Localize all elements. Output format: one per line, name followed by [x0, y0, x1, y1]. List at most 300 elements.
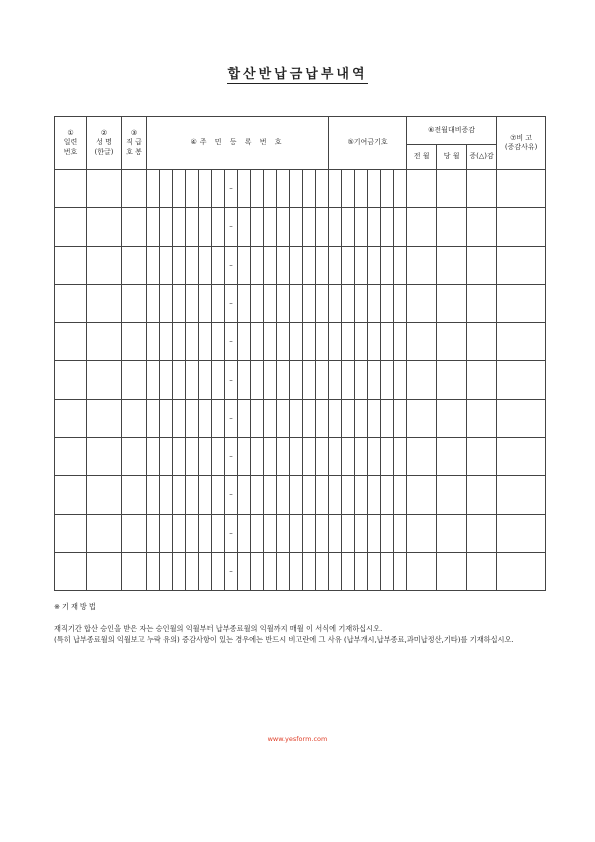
- table-cell[interactable]: [497, 170, 546, 208]
- table-cell[interactable]: [407, 323, 437, 361]
- table-cell[interactable]: [87, 323, 122, 361]
- table-cell[interactable]: [497, 552, 546, 590]
- table-cell[interactable]: [467, 476, 497, 514]
- table-cell[interactable]: [381, 399, 394, 437]
- table-cell[interactable]: [407, 170, 437, 208]
- table-cell[interactable]: [199, 514, 212, 552]
- table-cell[interactable]: [467, 170, 497, 208]
- table-cell[interactable]: [407, 399, 437, 437]
- table-cell[interactable]: [342, 361, 355, 399]
- table-cell[interactable]: [355, 284, 368, 322]
- table-cell[interactable]: [381, 476, 394, 514]
- resident-number-hyphen: –: [225, 361, 238, 399]
- table-cell[interactable]: [186, 438, 199, 476]
- table-cell[interactable]: [316, 514, 329, 552]
- table-cell[interactable]: [437, 284, 467, 322]
- table-cell[interactable]: [147, 284, 160, 322]
- table-cell[interactable]: [368, 170, 381, 208]
- table-cell[interactable]: [303, 208, 316, 246]
- table-cell[interactable]: [251, 284, 264, 322]
- table-cell[interactable]: [173, 246, 186, 284]
- table-cell[interactable]: [437, 208, 467, 246]
- table-cell[interactable]: [55, 514, 87, 552]
- table-cell[interactable]: [342, 284, 355, 322]
- table-cell[interactable]: [87, 399, 122, 437]
- table-cell[interactable]: [467, 399, 497, 437]
- table-cell[interactable]: [342, 323, 355, 361]
- table-cell[interactable]: [368, 476, 381, 514]
- table-cell[interactable]: [264, 476, 277, 514]
- table-cell[interactable]: [212, 361, 225, 399]
- table-cell[interactable]: [316, 361, 329, 399]
- table-cell[interactable]: [303, 284, 316, 322]
- table-cell[interactable]: [55, 323, 87, 361]
- table-cell[interactable]: [407, 476, 437, 514]
- table-row: [55, 323, 546, 361]
- table-cell[interactable]: [467, 552, 497, 590]
- table-cell[interactable]: [122, 438, 147, 476]
- table-cell[interactable]: [316, 438, 329, 476]
- table-cell[interactable]: [437, 323, 467, 361]
- table-cell[interactable]: [394, 361, 407, 399]
- table-cell[interactable]: [55, 208, 87, 246]
- table-cell[interactable]: [264, 246, 277, 284]
- table-cell[interactable]: [251, 361, 264, 399]
- table-cell[interactable]: [147, 552, 160, 590]
- table-cell[interactable]: [368, 284, 381, 322]
- table-cell[interactable]: [368, 246, 381, 284]
- table-cell[interactable]: [238, 170, 251, 208]
- table-cell[interactable]: [277, 399, 290, 437]
- table-cell[interactable]: [368, 323, 381, 361]
- table-cell[interactable]: [186, 246, 199, 284]
- table-cell[interactable]: [55, 399, 87, 437]
- table-cell[interactable]: [55, 361, 87, 399]
- table-cell[interactable]: [173, 361, 186, 399]
- col-grade-header: ③ 직 급 호 봉: [122, 117, 147, 170]
- table-cell[interactable]: [251, 514, 264, 552]
- table-cell[interactable]: [407, 361, 437, 399]
- table-cell[interactable]: [329, 399, 342, 437]
- table-cell[interactable]: [251, 246, 264, 284]
- table-cell[interactable]: [381, 552, 394, 590]
- table-cell[interactable]: [186, 170, 199, 208]
- table-cell[interactable]: [407, 208, 437, 246]
- table-cell[interactable]: [329, 170, 342, 208]
- table-cell[interactable]: [160, 246, 173, 284]
- table-cell[interactable]: [122, 552, 147, 590]
- table-cell[interactable]: [303, 323, 316, 361]
- table-cell[interactable]: [303, 399, 316, 437]
- table-cell[interactable]: [251, 208, 264, 246]
- table-cell[interactable]: [316, 246, 329, 284]
- table-cell[interactable]: [238, 246, 251, 284]
- table-cell[interactable]: [342, 170, 355, 208]
- table-cell[interactable]: [381, 284, 394, 322]
- table-cell[interactable]: [290, 284, 303, 322]
- table-cell[interactable]: [238, 476, 251, 514]
- table-cell[interactable]: [87, 361, 122, 399]
- table-cell[interactable]: [437, 399, 467, 437]
- table-cell[interactable]: [186, 399, 199, 437]
- table-cell[interactable]: [407, 246, 437, 284]
- table-cell[interactable]: [290, 514, 303, 552]
- table-cell[interactable]: [212, 208, 225, 246]
- table-cell[interactable]: [238, 361, 251, 399]
- table-cell[interactable]: [329, 438, 342, 476]
- table-cell[interactable]: [147, 208, 160, 246]
- table-cell[interactable]: [329, 514, 342, 552]
- table-cell[interactable]: [497, 438, 546, 476]
- table-cell[interactable]: [355, 399, 368, 437]
- table-cell[interactable]: [437, 246, 467, 284]
- table-cell[interactable]: [497, 246, 546, 284]
- table-cell[interactable]: [381, 170, 394, 208]
- table-cell[interactable]: [355, 208, 368, 246]
- table-cell[interactable]: [277, 438, 290, 476]
- table-cell[interactable]: [147, 514, 160, 552]
- table-cell[interactable]: [160, 399, 173, 437]
- table-cell[interactable]: [342, 438, 355, 476]
- table-cell[interactable]: [212, 323, 225, 361]
- table-cell[interactable]: [342, 552, 355, 590]
- table-cell[interactable]: [212, 284, 225, 322]
- table-cell[interactable]: [87, 208, 122, 246]
- table-cell[interactable]: [251, 438, 264, 476]
- table-cell[interactable]: [251, 552, 264, 590]
- table-cell[interactable]: [290, 208, 303, 246]
- table-cell[interactable]: [290, 438, 303, 476]
- table-cell[interactable]: [407, 284, 437, 322]
- table-cell[interactable]: [437, 476, 467, 514]
- table-cell[interactable]: [368, 514, 381, 552]
- table-cell[interactable]: [303, 246, 316, 284]
- table-cell[interactable]: [264, 208, 277, 246]
- table-cell[interactable]: [173, 170, 186, 208]
- table-cell[interactable]: [277, 246, 290, 284]
- table-cell[interactable]: [467, 514, 497, 552]
- table-cell[interactable]: [316, 476, 329, 514]
- table-cell[interactable]: [212, 170, 225, 208]
- table-cell[interactable]: [342, 476, 355, 514]
- table-cell[interactable]: [186, 323, 199, 361]
- table-cell[interactable]: [381, 323, 394, 361]
- table-cell[interactable]: [277, 361, 290, 399]
- document-title: 합산반납금납부내역: [227, 67, 368, 82]
- table-cell[interactable]: [160, 170, 173, 208]
- table-cell[interactable]: [264, 438, 277, 476]
- table-cell[interactable]: [122, 284, 147, 322]
- table-cell[interactable]: [199, 476, 212, 514]
- table-cell[interactable]: [467, 438, 497, 476]
- table-cell[interactable]: [316, 399, 329, 437]
- table-cell[interactable]: [497, 476, 546, 514]
- table-cell[interactable]: [122, 208, 147, 246]
- table-cell[interactable]: [394, 438, 407, 476]
- table-cell[interactable]: [122, 399, 147, 437]
- table-cell[interactable]: [329, 284, 342, 322]
- table-cell[interactable]: [329, 552, 342, 590]
- table-cell[interactable]: [368, 399, 381, 437]
- table-cell[interactable]: [186, 514, 199, 552]
- table-cell[interactable]: [368, 361, 381, 399]
- table-cell[interactable]: [342, 208, 355, 246]
- table-cell[interactable]: [147, 399, 160, 437]
- table-cell[interactable]: [212, 399, 225, 437]
- table-cell[interactable]: [329, 208, 342, 246]
- table-cell[interactable]: [394, 323, 407, 361]
- table-cell[interactable]: [394, 246, 407, 284]
- table-cell[interactable]: [437, 552, 467, 590]
- table-cell[interactable]: [407, 552, 437, 590]
- table-cell[interactable]: [238, 284, 251, 322]
- table-cell[interactable]: [394, 514, 407, 552]
- table-cell[interactable]: [316, 170, 329, 208]
- table-cell[interactable]: [212, 476, 225, 514]
- table-cell[interactable]: [290, 361, 303, 399]
- table-cell[interactable]: [316, 284, 329, 322]
- table-cell[interactable]: [407, 514, 437, 552]
- table-cell[interactable]: [303, 514, 316, 552]
- col-contribution-code-header: ⑤기여금기호: [329, 117, 407, 170]
- table-cell[interactable]: [199, 208, 212, 246]
- table-cell[interactable]: [173, 208, 186, 246]
- table-cell[interactable]: [381, 361, 394, 399]
- table-cell[interactable]: [173, 514, 186, 552]
- table-cell[interactable]: [277, 208, 290, 246]
- table-cell[interactable]: [199, 399, 212, 437]
- payment-table: [54, 116, 546, 591]
- table-cell[interactable]: [173, 284, 186, 322]
- table-cell[interactable]: [264, 323, 277, 361]
- table-row: [55, 208, 546, 246]
- table-cell[interactable]: [264, 170, 277, 208]
- table-cell[interactable]: [277, 476, 290, 514]
- table-cell[interactable]: [497, 361, 546, 399]
- table-cell[interactable]: [264, 514, 277, 552]
- table-cell[interactable]: [147, 438, 160, 476]
- table-cell[interactable]: [55, 552, 87, 590]
- table-cell[interactable]: [186, 552, 199, 590]
- table-cell[interactable]: [87, 514, 122, 552]
- table-cell[interactable]: [355, 246, 368, 284]
- table-cell[interactable]: [122, 323, 147, 361]
- table-cell[interactable]: [147, 476, 160, 514]
- table-cell[interactable]: [342, 399, 355, 437]
- table-cell[interactable]: [147, 246, 160, 284]
- table-cell[interactable]: [303, 438, 316, 476]
- table-cell[interactable]: [251, 399, 264, 437]
- table-cell[interactable]: [186, 284, 199, 322]
- table-cell[interactable]: [394, 284, 407, 322]
- table-cell[interactable]: [467, 208, 497, 246]
- table-cell[interactable]: [186, 208, 199, 246]
- table-cell[interactable]: [212, 438, 225, 476]
- table-cell[interactable]: [329, 361, 342, 399]
- table-cell[interactable]: [160, 476, 173, 514]
- table-cell[interactable]: [277, 170, 290, 208]
- table-cell[interactable]: [122, 476, 147, 514]
- table-cell[interactable]: [55, 170, 87, 208]
- table-cell[interactable]: [329, 323, 342, 361]
- table-cell[interactable]: [55, 284, 87, 322]
- table-cell[interactable]: [147, 361, 160, 399]
- table-cell[interactable]: [368, 438, 381, 476]
- table-cell[interactable]: [160, 323, 173, 361]
- table-cell[interactable]: [199, 323, 212, 361]
- table-cell[interactable]: [55, 476, 87, 514]
- table-cell[interactable]: [173, 399, 186, 437]
- table-cell[interactable]: [251, 476, 264, 514]
- table-cell[interactable]: [290, 170, 303, 208]
- table-cell[interactable]: [437, 361, 467, 399]
- table-cell[interactable]: [212, 514, 225, 552]
- table-cell[interactable]: [290, 323, 303, 361]
- table-cell[interactable]: [467, 246, 497, 284]
- table-cell[interactable]: [199, 284, 212, 322]
- table-cell[interactable]: [355, 438, 368, 476]
- table-cell[interactable]: [160, 438, 173, 476]
- table-cell[interactable]: [303, 361, 316, 399]
- table-cell[interactable]: [316, 208, 329, 246]
- table-cell[interactable]: [199, 246, 212, 284]
- table-cell[interactable]: [238, 438, 251, 476]
- table-cell[interactable]: [437, 438, 467, 476]
- table-cell[interactable]: [290, 246, 303, 284]
- table-cell[interactable]: [238, 323, 251, 361]
- table-cell[interactable]: [355, 361, 368, 399]
- table-cell[interactable]: [355, 170, 368, 208]
- table-cell[interactable]: [394, 170, 407, 208]
- table-cell[interactable]: [290, 399, 303, 437]
- table-cell[interactable]: [290, 476, 303, 514]
- table-cell[interactable]: [316, 552, 329, 590]
- table-cell[interactable]: [277, 514, 290, 552]
- table-cell[interactable]: [437, 170, 467, 208]
- table-cell[interactable]: [394, 552, 407, 590]
- table-cell[interactable]: [497, 284, 546, 322]
- table-cell[interactable]: [316, 323, 329, 361]
- table-cell[interactable]: [160, 361, 173, 399]
- table-cell[interactable]: [173, 438, 186, 476]
- table-cell[interactable]: [342, 514, 355, 552]
- notes-section: [54, 602, 554, 645]
- table-cell[interactable]: [264, 399, 277, 437]
- table-cell[interactable]: [87, 476, 122, 514]
- table-cell[interactable]: [497, 514, 546, 552]
- table-cell[interactable]: [87, 246, 122, 284]
- table-cell[interactable]: [381, 246, 394, 284]
- table-cell[interactable]: [381, 514, 394, 552]
- table-cell[interactable]: [303, 170, 316, 208]
- table-cell[interactable]: [147, 323, 160, 361]
- table-cell[interactable]: [277, 284, 290, 322]
- table-cell[interactable]: [238, 514, 251, 552]
- table-cell[interactable]: [122, 170, 147, 208]
- table-cell[interactable]: [394, 476, 407, 514]
- table-cell[interactable]: [55, 246, 87, 284]
- table-cell[interactable]: [290, 552, 303, 590]
- table-cell[interactable]: [264, 284, 277, 322]
- table-cell[interactable]: [238, 552, 251, 590]
- table-cell[interactable]: [251, 323, 264, 361]
- table-cell[interactable]: [264, 361, 277, 399]
- table-cell[interactable]: [199, 552, 212, 590]
- table-cell[interactable]: [87, 552, 122, 590]
- table-cell[interactable]: [160, 552, 173, 590]
- table-cell[interactable]: [199, 361, 212, 399]
- resident-number-hyphen: –: [225, 399, 238, 437]
- table-cell[interactable]: [407, 438, 437, 476]
- table-cell[interactable]: [355, 323, 368, 361]
- table-cell[interactable]: [303, 476, 316, 514]
- table-cell[interactable]: [368, 208, 381, 246]
- table-cell[interactable]: [212, 246, 225, 284]
- table-cell[interactable]: [394, 208, 407, 246]
- table-cell[interactable]: [467, 284, 497, 322]
- table-row: [55, 514, 546, 552]
- table-cell[interactable]: [212, 552, 225, 590]
- table-cell[interactable]: [497, 208, 546, 246]
- resident-number-hyphen: –: [225, 438, 238, 476]
- table-cell[interactable]: [173, 476, 186, 514]
- table-cell[interactable]: [87, 284, 122, 322]
- table-cell[interactable]: [368, 552, 381, 590]
- table-cell[interactable]: [160, 284, 173, 322]
- table-cell[interactable]: [173, 552, 186, 590]
- table-cell[interactable]: [329, 476, 342, 514]
- table-cell[interactable]: [251, 170, 264, 208]
- table-cell[interactable]: [147, 170, 160, 208]
- table-cell[interactable]: [355, 552, 368, 590]
- table-cell[interactable]: [342, 246, 355, 284]
- table-cell[interactable]: [467, 323, 497, 361]
- table-cell[interactable]: [497, 399, 546, 437]
- table-row: [55, 246, 546, 284]
- table-cell[interactable]: [355, 476, 368, 514]
- table-cell[interactable]: [238, 208, 251, 246]
- table-cell[interactable]: [355, 514, 368, 552]
- table-cell[interactable]: [497, 323, 546, 361]
- table-cell[interactable]: [122, 514, 147, 552]
- table-cell[interactable]: [160, 514, 173, 552]
- table-cell[interactable]: [277, 552, 290, 590]
- table-cell[interactable]: [122, 246, 147, 284]
- table-cell[interactable]: [437, 514, 467, 552]
- table-cell[interactable]: [186, 476, 199, 514]
- table-cell[interactable]: [394, 399, 407, 437]
- table-cell[interactable]: [381, 438, 394, 476]
- table-cell[interactable]: [160, 208, 173, 246]
- table-cell[interactable]: [55, 438, 87, 476]
- table-cell[interactable]: [277, 323, 290, 361]
- table-cell[interactable]: [122, 361, 147, 399]
- table-cell[interactable]: [467, 361, 497, 399]
- table-cell[interactable]: [329, 246, 342, 284]
- table-cell[interactable]: [186, 361, 199, 399]
- table-cell[interactable]: [199, 170, 212, 208]
- table-cell[interactable]: [264, 552, 277, 590]
- table-cell[interactable]: [238, 399, 251, 437]
- table-cell[interactable]: [173, 323, 186, 361]
- col-remarks-header: ⑦비 고 (증감사유): [497, 117, 546, 170]
- table-cell[interactable]: [303, 552, 316, 590]
- table-cell[interactable]: [199, 438, 212, 476]
- table-cell[interactable]: [381, 208, 394, 246]
- col-prev-month-header: 전 월: [407, 145, 437, 170]
- table-cell[interactable]: [87, 438, 122, 476]
- table-cell[interactable]: [87, 170, 122, 208]
